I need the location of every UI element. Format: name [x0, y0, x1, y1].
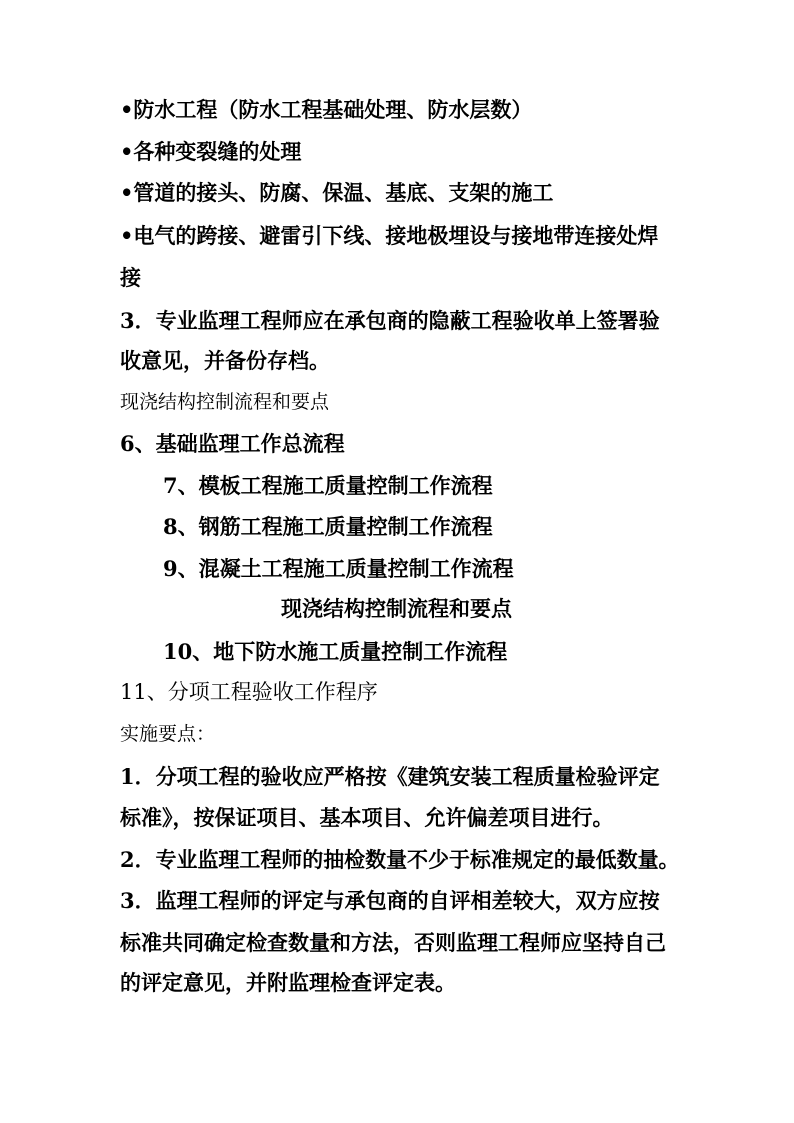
- item-11-acceptance-procedure: 11、分项工程验收工作程序: [120, 680, 378, 704]
- paragraph-3-line1: 3．专业监理工程师应在承包商的隐蔽工程验收单上签署验: [120, 308, 660, 333]
- point-3-line3: 的评定意见，并附监理检查评定表。: [120, 970, 456, 995]
- item-9-concrete: 9、混凝土工程施工质量控制工作流程: [163, 556, 514, 581]
- paragraph-3-line2: 收意见，并备份存档。: [120, 348, 330, 373]
- bullet-electrical-cont: 接: [120, 265, 141, 290]
- point-3-line2: 标准共同确定检查数量和方法，否则监理工程师应坚持自己: [120, 930, 666, 955]
- item-7-formwork: 7、模板工程施工质量控制工作流程: [163, 473, 493, 498]
- bullet-waterproofing: •防水工程（防水工程基础处理、防水层数）: [120, 97, 533, 122]
- bullet-electrical: •电气的跨接、避雷引下线、接地极埋设与接地带连接处焊: [120, 223, 659, 248]
- section-label-cast-in-place: 现浇结构控制流程和要点: [120, 391, 330, 413]
- item-10-underground-waterproofing: 10、地下防水施工质量控制工作流程: [163, 639, 508, 664]
- item-8-rebar: 8、钢筋工程施工质量控制工作流程: [163, 514, 493, 539]
- item-6-foundation: 6、基础监理工作总流程: [120, 431, 345, 456]
- point-1-line2: 标准》，按保证项目、基本项目、允许偏差项目进行。: [120, 805, 614, 830]
- point-3-line1: 3．监理工程师的评定与承包商的自评相差较大，双方应按: [120, 888, 660, 913]
- point-2: 2．专业监理工程师的抽检数量不少于标准规定的最低数量。: [120, 847, 680, 872]
- centered-heading-cast-in-place: 现浇结构控制流程和要点: [281, 596, 512, 621]
- bullet-deformation-joints: •各种变裂缝的处理: [120, 139, 302, 164]
- point-1-line1: 1．分项工程的验收应严格按《建筑安装工程质量检验评定: [120, 764, 660, 789]
- implementation-points-heading: 实施要点：: [120, 723, 216, 745]
- bullet-pipes: •管道的接头、防腐、保温、基底、支架的施工: [120, 180, 554, 205]
